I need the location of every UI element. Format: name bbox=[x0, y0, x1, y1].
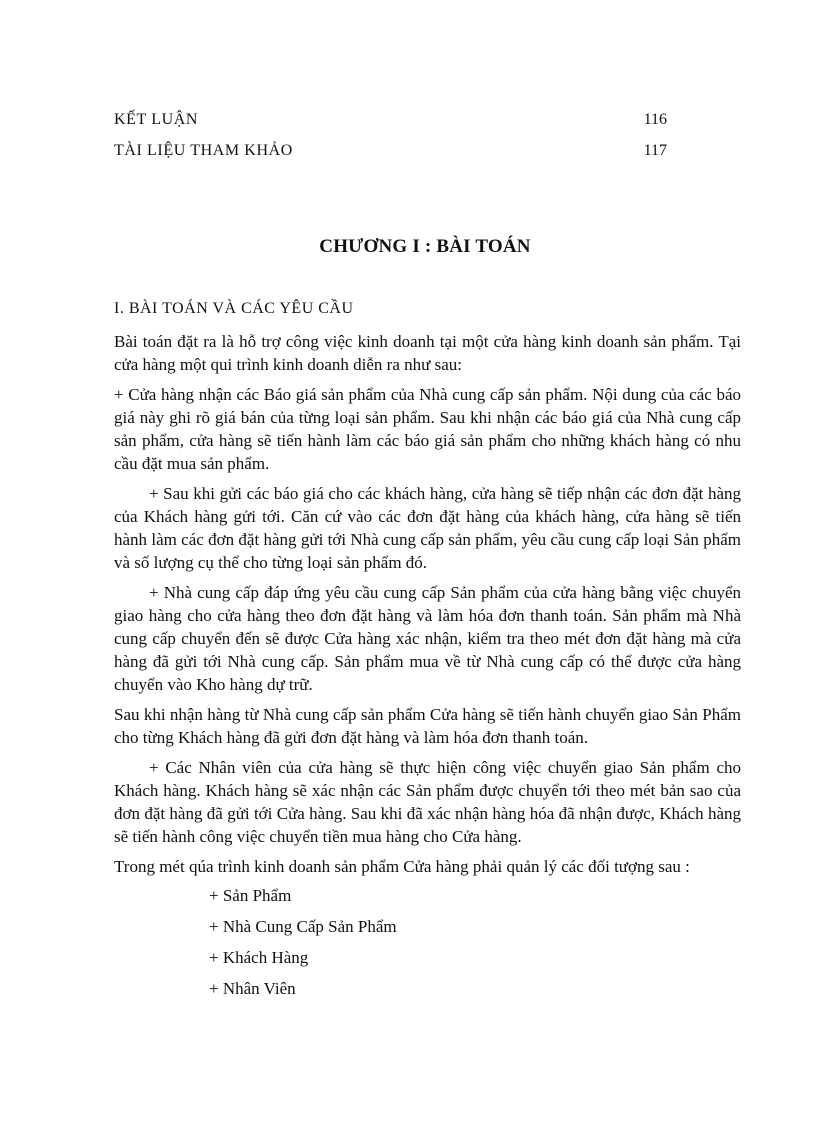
list-item: + Nhân Viên bbox=[209, 979, 296, 998]
paragraph-delivery: Sau khi nhận hàng từ Nhà cung cấp sản phẩm Cửa hàng sẽ tiến hành chuyển giao Sản Phẩm cho từng Khách hàng đã gửi đơn đặt hàng và làm hóa đơn thanh toán. bbox=[114, 705, 741, 747]
paragraph-supplier: + Nhà cung cấp đáp ứng yêu cầu cung cấp Sản phẩm của cửa hàng bằng việc chuyển giao hàng cho cửa hàng theo đơn đặt hàng và làm hóa đơn thanh toán. Sản phẩm mà Nhà cung cấp chuyển đến sẽ được Cửa hàng xác nhận, kiểm tra theo mét đơn đặt hàng mà cửa hàng đã gửi tới Nhà cung cấp. Sản phẩm mua về từ Nhà cung cấp có thể được cửa hàng chuyển vào Kho hàng dự trữ. bbox=[114, 583, 741, 694]
toc-page-number: 116 bbox=[643, 111, 667, 128]
list-item: + Khách Hàng bbox=[209, 948, 309, 967]
object-list bbox=[114, 880, 741, 1004]
paragraph-staff: + Các Nhân viên của cửa hàng sẽ thực hiện công việc chuyển giao Sản phẩm cho Khách hàng. Khách hàng sẽ xác nhận các Sản phẩm được chuyển tới theo mét bản sao của đơn đặt hàng đã gửi tới Cửa hàng. Sau khi đã xác nhận hàng hóa đã nhận được, Khách hàng sẽ tiến hành công việc chuyển tiền mua hàng cho Cửa hàng. bbox=[114, 758, 741, 846]
toc-label: KẾT LUẬN bbox=[114, 111, 199, 128]
paragraph-objects-intro: Trong mét qúa trình kinh doanh sản phẩm Cửa hàng phải quản lý các đối tượng sau : bbox=[114, 857, 690, 876]
paragraph-orders: + Sau khi gửi các báo giá cho các khách hàng, cửa hàng sẽ tiếp nhận các đơn đặt hàng của Khách hàng gửi tới. Căn cứ vào các đơn đặt hàng của khách hàng, cửa hàng sẽ tiến hành làm các đơn đặt hàng gửi tới Nhà cung cấp sản phẩm, yêu cầu cung cấp loại Sản phẩm và số lượng cụ thể cho từng loại sản phẩm đó. bbox=[114, 484, 741, 572]
toc-row-references bbox=[114, 142, 667, 166]
toc-label: TÀI LIỆU THAM KHẢO bbox=[114, 142, 293, 159]
toc-page-number: 117 bbox=[643, 142, 667, 159]
paragraph-intro: Bài toán đặt ra là hỗ trợ công việc kinh doanh tại một cửa hàng kinh doanh sản phẩm. Tại cửa hàng một qui trình kinh doanh diễn ra như sau: bbox=[114, 332, 741, 374]
body-text bbox=[114, 330, 741, 1004]
section-title: I. BÀI TOÁN VÀ CÁC YÊU CẦU bbox=[114, 300, 354, 317]
toc-row-conclusion bbox=[114, 111, 667, 135]
paragraph-quotes: + Cửa hàng nhận các Báo giá sản phẩm của Nhà cung cấp sản phẩm. Nội dung của các báo giá này ghi rõ giá bán của từng loại sản phẩm. Sau khi nhận các báo giá của Nhà cung cấp sản phẩm, cửa hàng sẽ tiến hành làm các báo giá sản phẩm cho những khách hàng có nhu cầu đặt mua sản phẩm. bbox=[114, 385, 741, 473]
chapter-title: CHƯƠNG I : BÀI TOÁN bbox=[319, 236, 531, 257]
list-item: + Nhà Cung Cấp Sản Phẩm bbox=[209, 917, 397, 936]
list-item: + Sản Phẩm bbox=[209, 886, 292, 905]
